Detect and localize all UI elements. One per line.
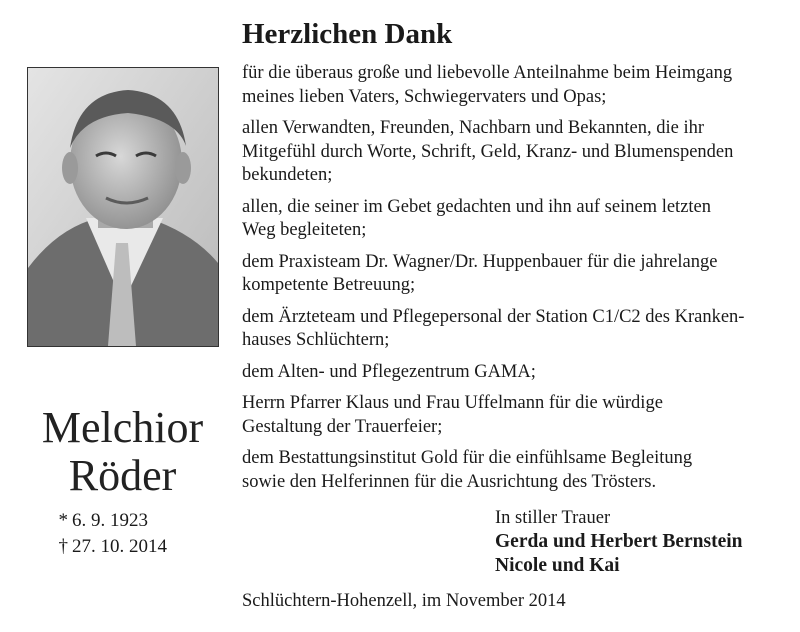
thanks-line: dem Ärzteteam und Pflegepersonal der Station C1/C2 des Kranken- — [242, 306, 745, 327]
life-dates — [32, 508, 212, 560]
signature-name: Gerda und Herbert Bernstein — [495, 531, 743, 552]
thanks-line: hauses Schlüchtern; — [242, 330, 390, 350]
portrait-image — [28, 68, 218, 346]
thanks-line: bekundeten; — [242, 165, 333, 185]
thanks-paragraph — [242, 62, 782, 109]
thanks-line: für die überaus große und liebevolle Anteilnahme beim Heimgang — [242, 63, 733, 83]
thanks-line: Herrn Pfarrer Klaus und Frau Uffelmann für die würdige — [242, 393, 663, 413]
thanks-line: meines lieben Vaters, Schwiegervaters und Opas; — [242, 86, 607, 107]
place-date: Schlüchtern-Hohenzell, im November 2014 — [242, 591, 566, 611]
heading: Herzlichen Dank — [242, 18, 453, 50]
thanks-line: Mitgefühl durch Worte, Schrift, Geld, Kranz- und Blumenspenden — [242, 141, 734, 162]
thanks-paragraph — [242, 306, 782, 353]
thanks-paragraph — [242, 447, 782, 494]
thanks-line: allen Verwandten, Freunden, Nachbarn und Bekannten, die ihr — [242, 118, 705, 138]
death-date: 27. 10. 2014 — [72, 536, 167, 557]
birth-date: 6. 9. 1923 — [72, 510, 148, 531]
deceased-first-name: Melchior — [41, 403, 204, 452]
thanks-paragraph — [242, 117, 782, 188]
birth-row — [32, 508, 212, 534]
thanks-line: sowie den Helferinnen für die Ausrichtung des Trösters. — [242, 471, 657, 492]
birth-symbol: * — [58, 510, 68, 531]
signature-name: Nicole und Kai — [495, 555, 620, 576]
thanks-line: dem Bestattungsinstitut Gold für die einfühlsame Begleitung — [242, 448, 693, 468]
signature-intro: In stiller Trauer — [495, 508, 611, 528]
thanks-line: allen, die seiner im Gebet gedachten und ihn auf seinem letzten — [242, 196, 712, 217]
death-symbol: † — [58, 536, 68, 557]
death-row — [32, 534, 212, 560]
thanks-line: dem Alten- und Pflegezentrum GAMA; — [242, 361, 536, 382]
deceased-last-name: Röder — [68, 451, 177, 500]
thanks-paragraph — [242, 392, 782, 439]
signature-block — [495, 506, 785, 578]
thanks-paragraph — [242, 196, 782, 243]
thanks-line: kompetente Betreuung; — [242, 275, 416, 295]
thanks-line: dem Praxisteam Dr. Wagner/Dr. Huppenbauer für die jahrelange — [242, 251, 718, 272]
thanks-paragraph — [242, 251, 782, 298]
thanks-line: Weg begleiteten; — [242, 220, 367, 240]
thanks-list — [242, 62, 782, 502]
portrait-photo — [27, 67, 219, 347]
thanks-line: Gestaltung der Trauerfeier; — [242, 416, 443, 437]
thanks-paragraph — [242, 361, 782, 385]
